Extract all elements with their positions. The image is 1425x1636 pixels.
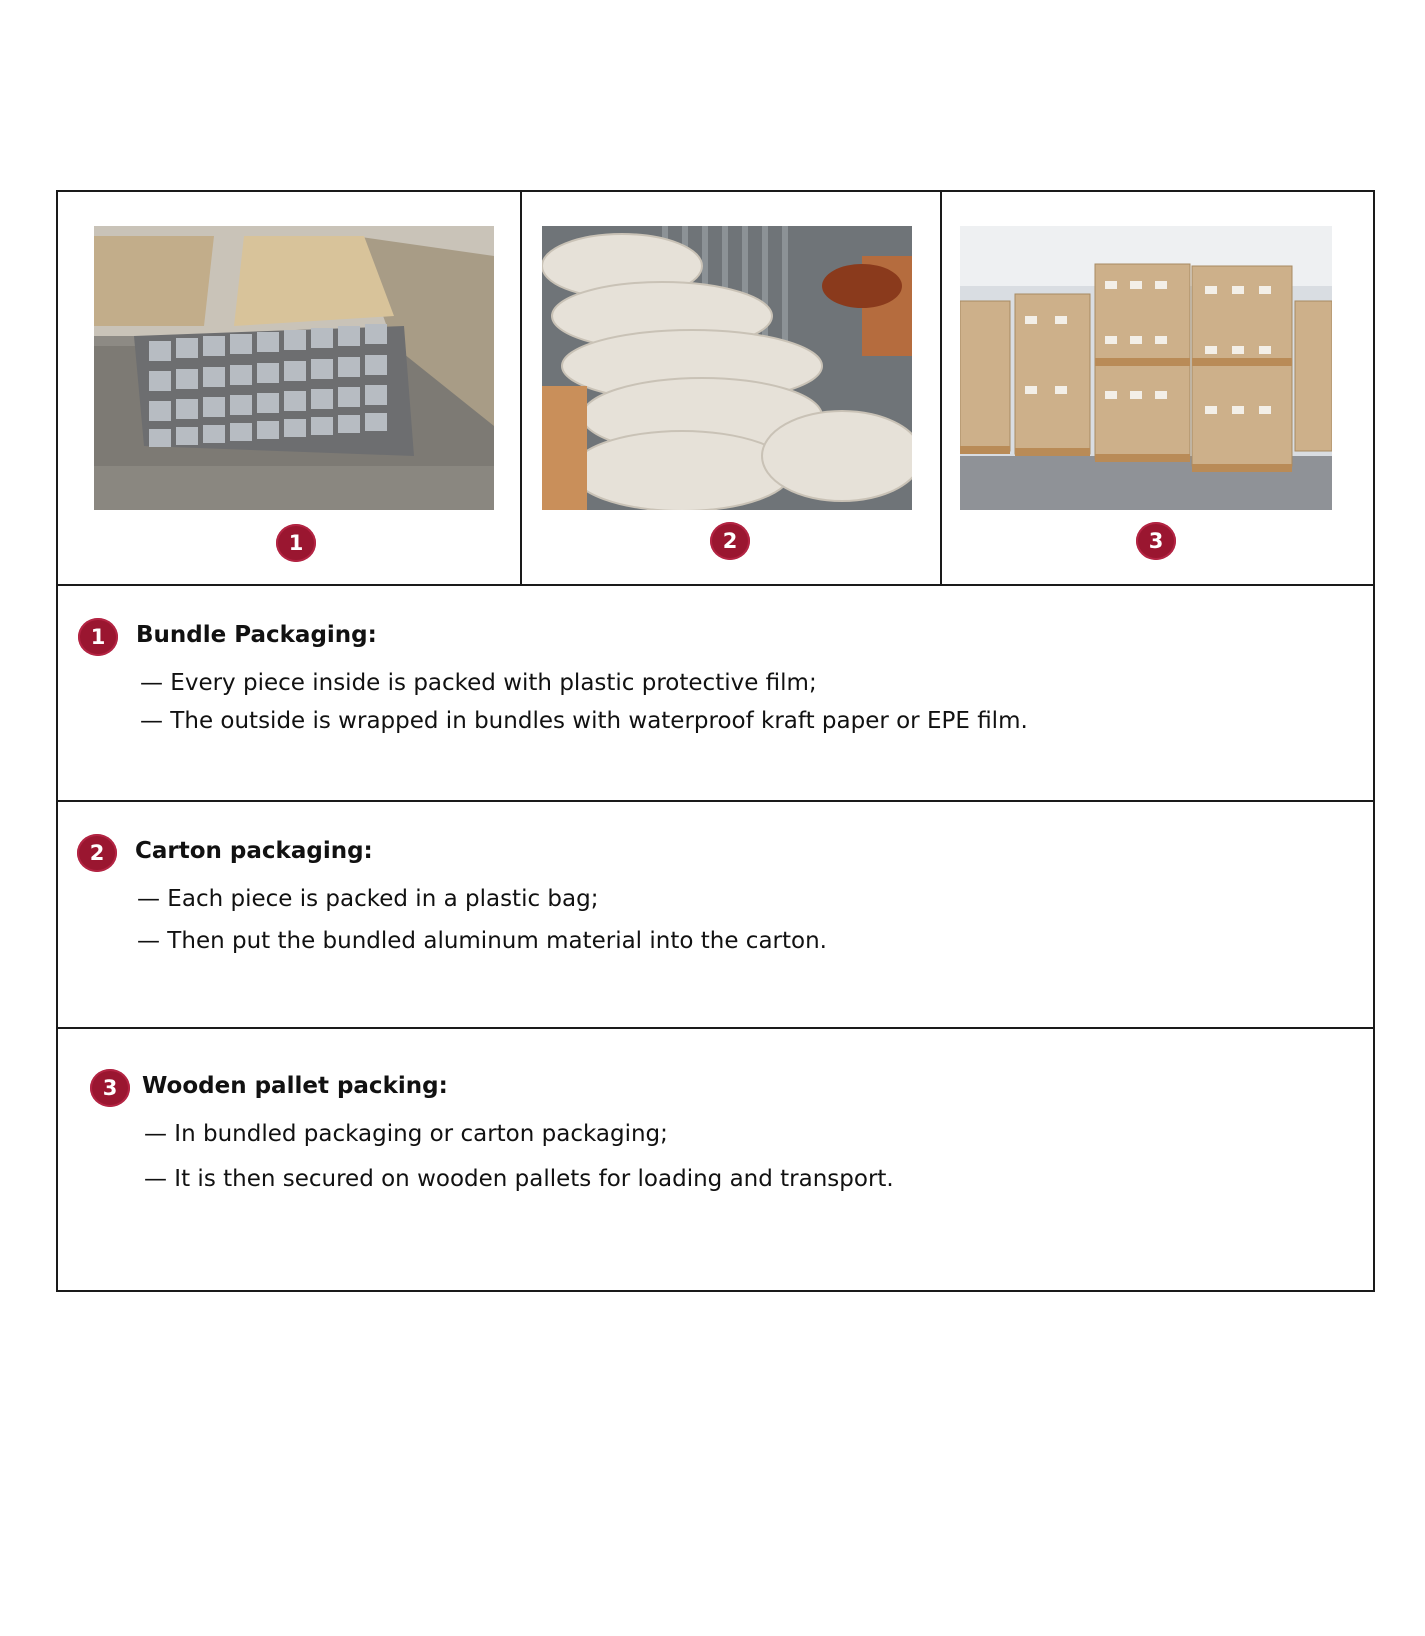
photo-divider <box>520 192 522 584</box>
photo-badge-1: 1 <box>276 524 316 562</box>
photo-badge-3: 3 <box>1136 522 1176 560</box>
section-badge-3: 3 <box>90 1069 130 1107</box>
section-bundle-packaging <box>58 584 1373 800</box>
section-line: — In bundled packaging or carton packaging; <box>144 1121 668 1147</box>
section-line: — Then put the bundled aluminum material into the carton. <box>137 928 827 954</box>
section-carton-packaging <box>58 800 1373 1027</box>
section-line: — Every piece inside is packed with plastic protective film; <box>140 670 817 696</box>
section-title: Bundle Packaging: <box>136 622 377 648</box>
section-title: Wooden pallet packing: <box>142 1073 448 1099</box>
packaging-table <box>56 190 1375 1292</box>
carton-bags-photo <box>542 226 912 510</box>
aluminum-bundle-photo <box>94 226 494 510</box>
section-line: — The outside is wrapped in bundles with waterproof kraft paper or EPE film. <box>140 708 1028 734</box>
section-wooden-pallet-packing <box>58 1027 1373 1292</box>
section-line: — Each piece is packed in a plastic bag; <box>137 886 599 912</box>
section-line: — It is then secured on wooden pallets for loading and transport. <box>144 1166 894 1192</box>
wooden-pallets-photo <box>960 226 1332 510</box>
photo-badge-2: 2 <box>710 522 750 560</box>
section-badge-1: 1 <box>78 618 118 656</box>
photo-divider <box>940 192 942 584</box>
section-badge-2: 2 <box>77 834 117 872</box>
section-title: Carton packaging: <box>135 838 373 864</box>
